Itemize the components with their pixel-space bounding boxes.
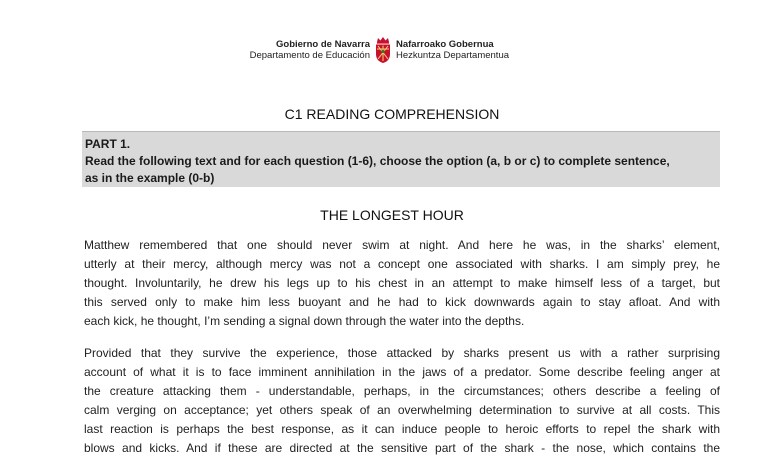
text-line: calm verging on acceptance; yet others speak of an overwhelming determination to survive at all costs. This [84, 403, 720, 417]
text-line: thought. Involuntarily, he drew his legs up to his chest in an attempt to make himself less of a target, but [84, 276, 720, 290]
part-instructions-box [82, 131, 720, 187]
story-title: THE LONGEST HOUR [320, 207, 464, 223]
letterhead-spanish [250, 39, 370, 61]
letterhead-department-es: Departamento de Educación [249, 50, 370, 61]
text-line: this served only to make him less buoyant and he had to kick downwards again to stay afloat. And with [84, 295, 720, 309]
text-line: utterly at their mercy, although mercy was not a concept one associated with sharks. I am simply prey, he [84, 257, 720, 271]
instruction-line-1: Read the following text and for each question (1-6), choose the option (a, b or c) to complete sentence, [85, 154, 670, 168]
instruction-line-2: as in the example (0-b) [85, 171, 215, 185]
text-line: blows and kicks. And if these are directed at the sensitive part of the shark - the nose, which contains the [84, 441, 720, 455]
letterhead [0, 36, 784, 66]
document-title: C1 READING COMPREHENSION [284, 106, 500, 122]
text-line: account of what it is to face imminent annihilation in the jaws of a predator. Some describe feeling anger at [84, 365, 720, 379]
text-line: Matthew remembered that one should never swim at night. And here he was, in the sharks’ element, [84, 238, 720, 252]
part-label: PART 1. [85, 137, 131, 151]
text-line: Provided that they survive the experience, those attacked by sharks present us with a rather surprising [84, 346, 720, 360]
letterhead-department-eu: Hezkuntza Departamentua [396, 50, 510, 61]
letterhead-government-es: Gobierno de Navarra [276, 39, 370, 50]
letterhead-government-eu: Nafarroako Gobernua [396, 39, 494, 50]
letterhead-basque [396, 39, 509, 61]
paragraph-1 [84, 236, 720, 331]
text-line: last reaction is perhaps the best response, as it can induce people to heroic efforts to repel the shark with [84, 422, 720, 436]
text-line: the creature attacking them - understandable, perhaps, in the circumstances; others describe a feeling of [84, 384, 720, 398]
navarra-crest-icon [373, 36, 393, 64]
text-line: each kick, he thought, I’m sending a signal down through the water into the depths. [84, 314, 525, 328]
